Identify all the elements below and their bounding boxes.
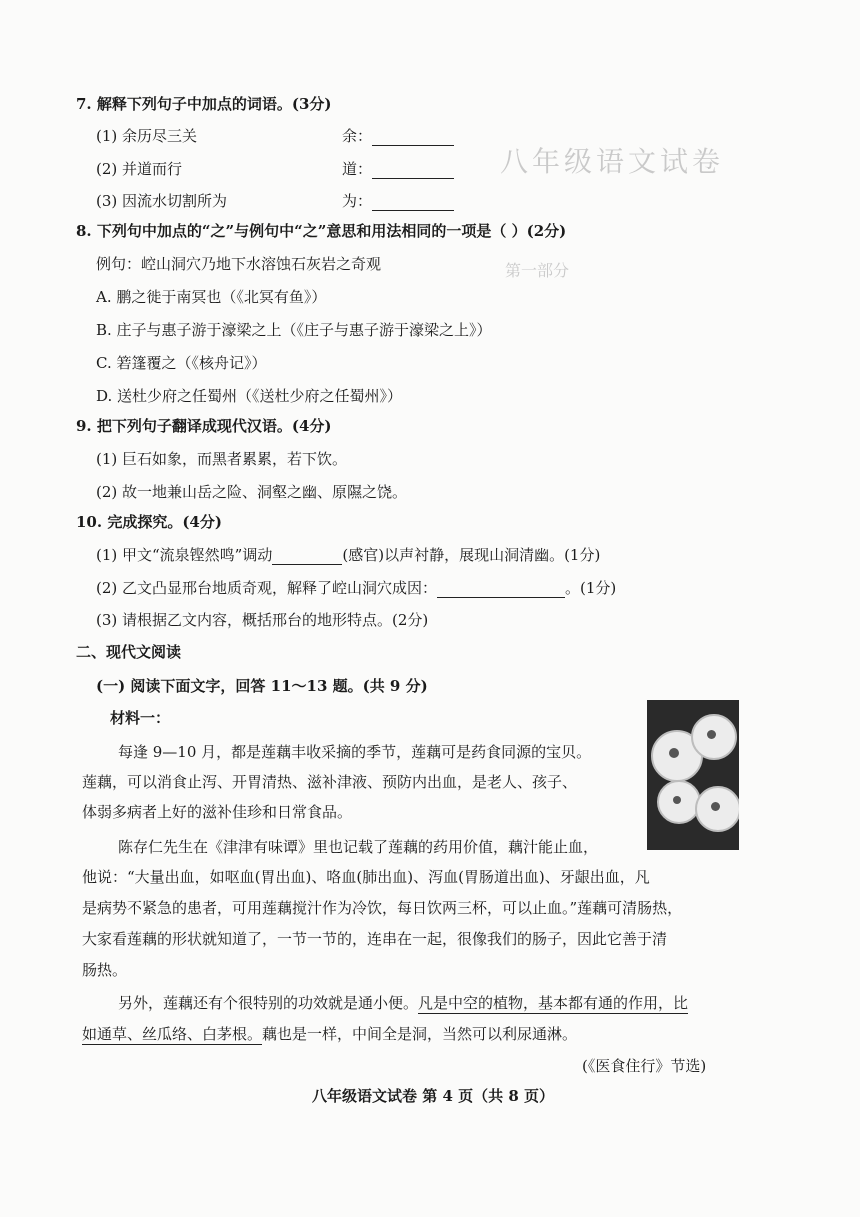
q8-option-c: C. 箬篷覆之（《核舟记》） <box>96 354 267 372</box>
para-3-line-2 <box>82 1024 577 1044</box>
question-8-title: 8. 下列句中加点的“之”与例句中“之”意思和用法相同的一项是（ ）(2分) <box>76 222 567 240</box>
answer-blank[interactable] <box>437 581 565 598</box>
question-7-title: 7. 解释下列句子中加点的词语。(3分) <box>76 95 332 113</box>
para-2-line-5: 肠热。 <box>82 961 128 979</box>
page-footer: 八年级语文试卷 第 4 页（共 8 页） <box>312 1087 554 1105</box>
question-10-title: 10. 完成探究。(4分) <box>76 513 222 531</box>
q7-field-1 <box>342 126 454 146</box>
q10-item-2 <box>96 578 616 598</box>
para-3-line-2-end: 藕也是一样，中间全是洞，当然可以利尿通淋。 <box>262 1025 578 1043</box>
q7-field-2 <box>342 159 454 179</box>
answer-blank[interactable] <box>372 194 454 211</box>
answer-blank[interactable] <box>372 162 454 179</box>
para-3-line-1 <box>118 993 688 1013</box>
q9-item-2: (2) 故一地兼山岳之险、洞壑之幽、原隰之饶。 <box>96 483 408 501</box>
section-2-subtitle: (一) 阅读下面文字，回答 11～13 题。(共 9 分) <box>96 677 428 695</box>
para-3-underlined-2: 如通草、丝瓜络、白茅根。 <box>82 1025 263 1043</box>
para-3-line-1-start: 另外，莲藕还有个很特别的功效就是通小便。 <box>118 994 419 1012</box>
q10-item-1-prefix: (1) 甲文“流泉铿然鸣”调动 <box>96 546 273 564</box>
lotus-root-photo <box>647 700 739 850</box>
q8-option-a: A. 鹏之徙于南冥也（《北冥有鱼》） <box>96 288 327 306</box>
bleed-through-part: 第一部分 <box>505 261 570 280</box>
question-9-title: 9. 把下列句子翻译成现代汉语。(4分) <box>76 417 332 435</box>
para-1-line-3: 体弱多病者上好的滋补佳珍和日常食品。 <box>82 803 353 821</box>
q7-item-3 <box>96 191 227 211</box>
q7-item-2 <box>96 159 182 179</box>
q7-field-1-label: 余： <box>342 127 373 145</box>
para-1-line-1: 每逢 9—10 月，都是莲藕丰收采摘的季节，莲藕可是药食同源的宝贝。 <box>118 743 592 761</box>
q7-field-3 <box>342 191 454 211</box>
answer-blank[interactable] <box>372 129 454 146</box>
q7-field-3-label: 为： <box>342 192 373 210</box>
q7-field-2-label: 道： <box>342 160 373 178</box>
para-2-line-1: 陈存仁先生在《津津有味谭》里也记载了莲藕的药用价值，藕汁能止血， <box>118 838 599 856</box>
para-2-line-4: 大家看莲藕的形状就知道了，一节一节的，连串在一起，很像我们的肠子，因此它善于清 <box>82 930 668 948</box>
q7-item-3-label: (3) 因流水切割所为 <box>96 192 228 210</box>
q8-example: 例句：崆山洞穴乃地下水溶蚀石灰岩之奇观 <box>96 255 382 273</box>
section-2-title: 二、现代文阅读 <box>76 643 182 661</box>
q10-item-2-suffix: 。(1分) <box>565 579 617 597</box>
source-citation: (《医食住行》节选) <box>582 1057 707 1075</box>
q10-item-2-prefix: (2) 乙文凸显邢台地质奇观，解释了崆山洞穴成因： <box>96 579 438 597</box>
q9-item-1: (1) 巨石如象，而黑者累累，若下饮。 <box>96 450 348 468</box>
q7-item-1-label: (1) 余历尽三关 <box>96 127 198 145</box>
q7-item-1 <box>96 126 197 146</box>
answer-blank[interactable] <box>272 548 342 565</box>
material-label: 材料一： <box>110 709 171 727</box>
bleed-through-heading: 八年级语文试卷 <box>500 145 725 178</box>
q7-item-2-label: (2) 并道而行 <box>96 160 183 178</box>
q10-item-1 <box>96 545 600 565</box>
q10-item-1-suffix: (感官)以声衬静，展现山洞清幽。(1分) <box>342 546 601 564</box>
q10-item-3: (3) 请根据乙文内容，概括邢台的地形特点。(2分) <box>96 611 429 629</box>
q8-option-d: D. 送杜少府之任蜀州（《送杜少府之任蜀州》） <box>96 387 403 405</box>
para-1-line-2: 莲藕，可以消食止泻、开胃清热、滋补津液、预防内出血，是老人、孩子、 <box>82 773 578 791</box>
q8-option-b: B. 庄子与惠子游于濠梁之上（《庄子与惠子游于濠梁之上》） <box>96 321 492 339</box>
para-2-line-2: 他说：“大量出血，如呕血(胃出血)、咯血(肺出血)、泻血(胃肠道出血)、牙龈出血，凡 <box>82 868 650 886</box>
para-3-underlined-1: 凡是中空的植物，基本都有通的作用，比 <box>418 994 689 1012</box>
para-2-line-3: 是病势不紧急的患者，可用莲藕搅汁作为冷饮，每日饮两三杯，可以止血。”莲藕可清肠热， <box>82 899 683 917</box>
